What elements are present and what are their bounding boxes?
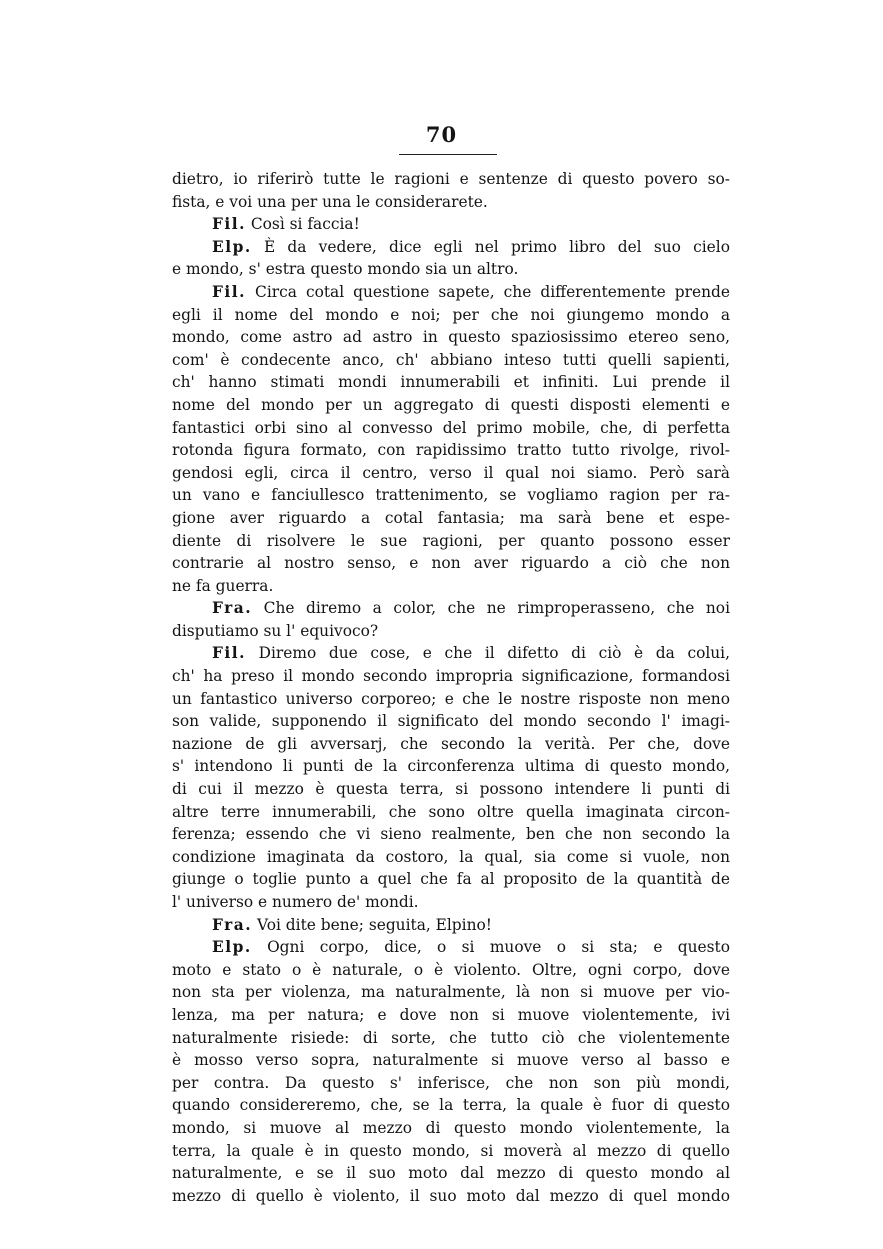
- text-line: [172, 868, 730, 891]
- text-line: [172, 755, 730, 778]
- line-text: nome del mondo per un aggregato di questi disposti elementi e: [172, 395, 730, 414]
- line-text: naturalmente, e se il suo moto dal mezzo di questo mondo al: [172, 1164, 730, 1183]
- line-text: s' intendono li punti de la circonferenza ultima di questo mondo,: [172, 757, 730, 776]
- text-line: [172, 552, 730, 575]
- text-line: [172, 710, 730, 733]
- text-line: [172, 1004, 730, 1027]
- text-line: [172, 507, 730, 530]
- text-line: [172, 665, 730, 688]
- text-line: [172, 597, 730, 620]
- line-text: fista, e voi una per una le considerarete.: [172, 192, 488, 211]
- text-line: [172, 823, 730, 846]
- line-text: contrarie al nostro senso, e non aver riguardo a ciò che non: [172, 554, 730, 573]
- speaker-label: Fra.: [212, 599, 253, 618]
- line-text: e mondo, s' estra questo mondo sia un altro.: [172, 260, 519, 279]
- speaker-label: Fra.: [212, 915, 253, 934]
- text-line: [172, 304, 730, 327]
- text-line: [172, 168, 730, 191]
- line-text: lenza, ma per natura; e dove non si muove violentemente, ivi: [172, 1005, 730, 1024]
- line-text: son valide, supponendo il significato del mondo secondo l' imagi-: [172, 712, 730, 731]
- line-text: ch' hanno stimati mondi innumerabili et infiniti. Lui prende il: [172, 373, 730, 392]
- text-line: [172, 936, 730, 959]
- line-text: dietro, io riferirò tutte le ragioni e sentenze di questo povero so-: [172, 170, 730, 188]
- text-line: [172, 620, 730, 643]
- line-text: un vano e fanciullesco trattenimento, se vogliamo ragion per ra-: [172, 486, 730, 505]
- text-line: [172, 688, 730, 711]
- text-line: [172, 1117, 730, 1140]
- text-line: [172, 959, 730, 982]
- line-text: un fantastico universo corporeo; e che le nostre risposte non meno: [172, 689, 730, 708]
- text-line: [172, 326, 730, 349]
- text-line: [172, 371, 730, 394]
- speaker-label: Fil.: [212, 215, 246, 234]
- text-line: [172, 1140, 730, 1163]
- line-text: moto e stato o è naturale, o è violento. Oltre, ogni corpo, dove: [172, 960, 730, 979]
- text-line: [172, 213, 730, 236]
- text-line: [172, 914, 730, 937]
- line-text: terra, la quale è in questo mondo, si moverà al mezzo di quello: [172, 1141, 730, 1160]
- line-text: gendosi egli, circa il centro, verso il qual noi siamo. Però sarà: [172, 463, 730, 482]
- line-text: naturalmente risiede: di sorte, che tutto ciò che violentemente: [172, 1028, 730, 1047]
- line-text: mondo, come astro ad astro in questo spaziosissimo etereo seno,: [172, 328, 730, 347]
- line-text: non sta per violenza, ma naturalmente, là non si muove per vio-: [172, 983, 730, 1002]
- line-text: Ogni corpo, dice, o si muove o si sta; e questo: [267, 938, 730, 957]
- text-line: [172, 191, 730, 214]
- text-line: [172, 1072, 730, 1095]
- text-line: [172, 642, 730, 665]
- line-text: giunge o toglie punto a quel che fa al proposito de la quantità de: [172, 870, 730, 889]
- speaker-label: Elp.: [212, 938, 252, 957]
- text-line: [172, 349, 730, 372]
- line-text: com' è condecente anco, ch' abbiano inteso tutti quelli sapienti,: [172, 350, 730, 369]
- line-text: ferenza; essendo che vi sieno realmente, ben che non secondo la: [172, 825, 730, 844]
- line-text: per contra. Da questo s' inferisce, che non son più mondi,: [172, 1073, 730, 1092]
- text-line: [172, 258, 730, 281]
- text-line: [172, 575, 730, 598]
- line-text: gione aver riguardo a cotal fantasia; ma sarà bene et espe-: [172, 508, 730, 527]
- speaker-label: Fil.: [212, 644, 246, 663]
- line-text: l' universo e numero de' mondi.: [172, 893, 419, 911]
- text-line: [172, 981, 730, 1004]
- text-line: [172, 778, 730, 801]
- text-line: [172, 801, 730, 824]
- text-line: [172, 281, 730, 304]
- line-text: disputiamo su l' equivoco?: [172, 621, 379, 640]
- line-text: ne fa guerra.: [172, 576, 274, 595]
- speaker-label: Elp.: [212, 237, 252, 256]
- text-line: [172, 462, 730, 485]
- text-line: [172, 530, 730, 553]
- text-line: [172, 236, 730, 259]
- line-text: egli il nome del mondo e noi; per che noi giungemo mondo a: [172, 305, 730, 324]
- line-text: rotonda figura formato, con rapidissimo tratto tutto rivolge, rivol-: [172, 441, 730, 460]
- line-text: Diremo due cose, e che il difetto di ciò è da colui,: [258, 644, 730, 663]
- text-line: [172, 891, 730, 914]
- line-text: È da vedere, dice egli nel primo libro del suo cielo: [263, 237, 730, 256]
- text-line: [172, 846, 730, 869]
- line-text: ch' ha preso il mondo secondo impropria significazione, formandosi: [172, 667, 730, 686]
- line-text: Voi dite bene; seguita, Elpino!: [257, 915, 492, 934]
- text-line: [172, 733, 730, 756]
- line-text: Così si faccia!: [250, 215, 360, 234]
- page-number-rule: [399, 154, 497, 155]
- line-text: fantastici orbi sino al convesso del primo mobile, che, di perfetta: [172, 418, 730, 437]
- body-text: [172, 168, 730, 1207]
- text-line: [172, 484, 730, 507]
- line-text: altre terre innumerabili, che sono oltre quella imaginata circon-: [172, 802, 730, 821]
- page-number: 70: [425, 122, 458, 147]
- line-text: Circa cotal questione sapete, che differentemente prende: [255, 282, 730, 301]
- line-text: di cui il mezzo è questa terra, si possono intendere li punti di: [172, 780, 730, 799]
- text-line: [172, 417, 730, 440]
- line-text: Che diremo a color, che ne rimproperasseno, che noi: [263, 599, 730, 618]
- text-line: [172, 1162, 730, 1185]
- text-line: [172, 1185, 730, 1208]
- speaker-label: Fil.: [212, 282, 246, 301]
- text-line: [172, 439, 730, 462]
- line-text: quando considereremo, che, se la terra, la quale è fuor di questo: [172, 1096, 730, 1115]
- line-text: è mosso verso sopra, naturalmente si muove verso al basso e: [172, 1051, 730, 1070]
- text-line: [172, 1049, 730, 1072]
- line-text: mondo, si muove al mezzo di questo mondo violentemente, la: [172, 1118, 730, 1137]
- line-text: mezzo di quello è violento, il suo moto dal mezzo di quel mondo: [172, 1186, 730, 1205]
- text-line: [172, 1027, 730, 1050]
- text-line: [172, 394, 730, 417]
- line-text: diente di risolvere le sue ragioni, per quanto possono esser: [172, 531, 730, 550]
- text-line: [172, 1094, 730, 1117]
- line-text: nazione de gli avversarj, che secondo la verità. Per che, dove: [172, 734, 730, 753]
- line-text: condizione imaginata da costoro, la qual, sia come si vuole, non: [172, 847, 730, 866]
